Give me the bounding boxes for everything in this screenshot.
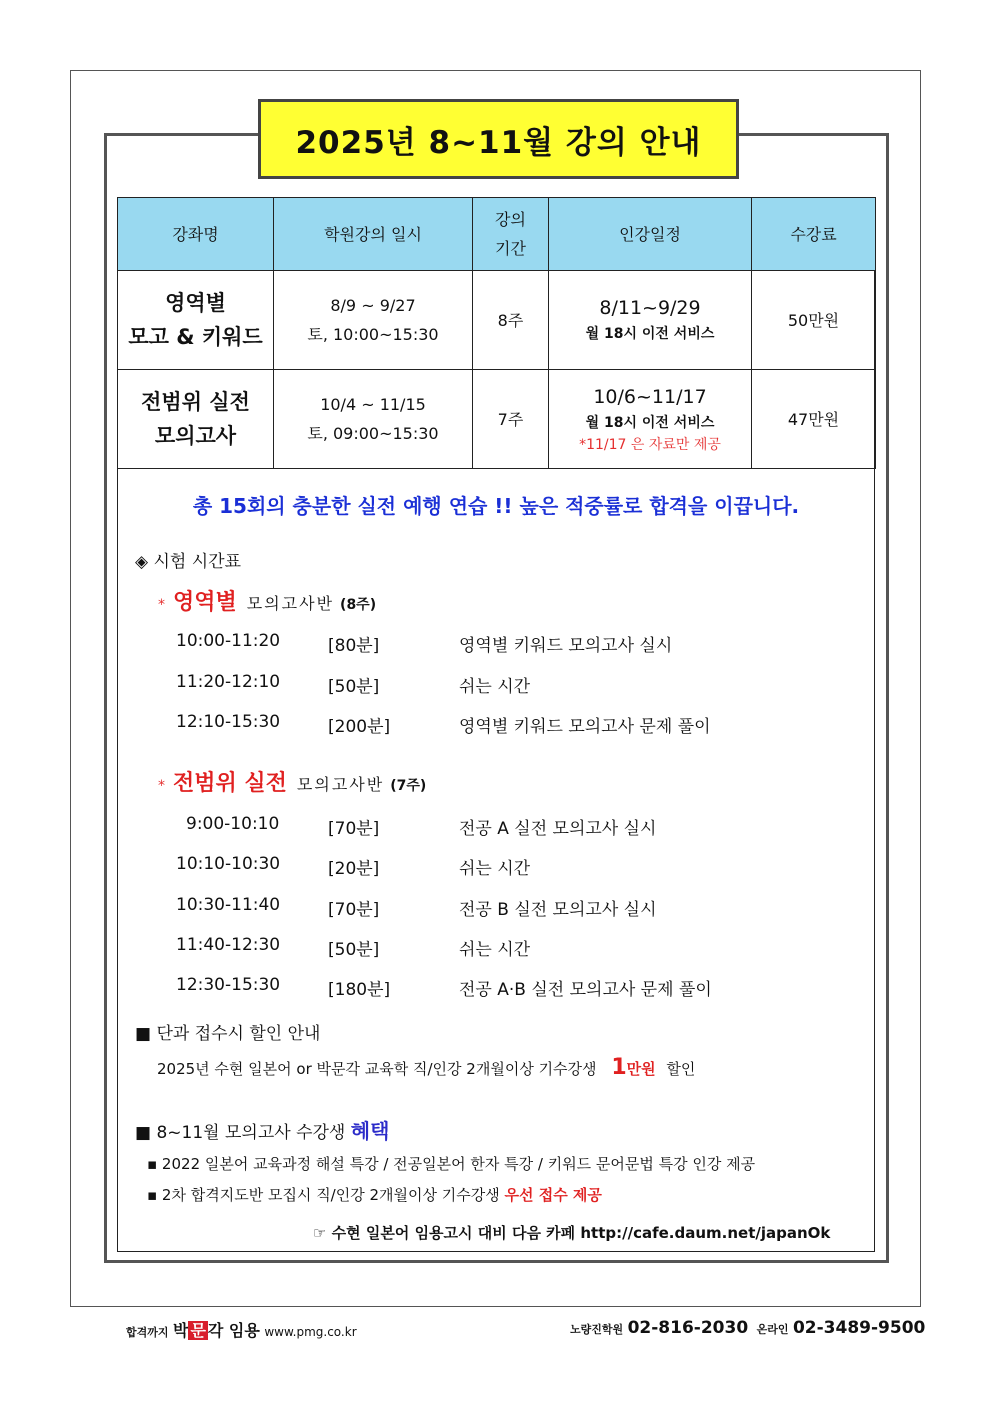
schedule-table: [117, 197, 876, 469]
lecture-name-cell: [118, 370, 274, 469]
benefit-highlight: 혜택: [350, 1119, 390, 1143]
discount-unit: 만원: [626, 1060, 656, 1078]
discount-suffix: 할인: [666, 1060, 696, 1078]
benefit-item-1: ▪ 2022 일본어 교육과정 해설 특강 / 전공일본어 한자 특강 / 키워드 문어문법 특강 인강 제공: [147, 1155, 756, 1173]
header-period: 강의 기간: [473, 198, 549, 271]
table-row: [118, 271, 876, 370]
activity: 전공 B 실전 모의고사 실시: [459, 900, 657, 920]
online-label: 온라인: [756, 1323, 789, 1336]
date-range: 10/4 ~ 11/15: [320, 395, 426, 414]
activity: 전공 A 실전 모의고사 실시: [459, 819, 657, 839]
time: 11:40-12:30: [176, 935, 281, 955]
header-academy-date: 학원강의 일시: [274, 198, 473, 271]
period-cell: 8주: [473, 271, 549, 370]
discount-heading: ■ 단과 접수시 할인 안내: [135, 1024, 321, 1044]
lecture-name-line1: 전범위 실전: [141, 390, 250, 414]
date-time: 토, 09:00~15:30: [307, 424, 439, 443]
benefit-item2-highlight: 우선 접수 제공: [504, 1186, 602, 1204]
duration: [70분]: [328, 819, 380, 839]
online-schedule-cell: [549, 271, 752, 370]
date-time: 토, 10:00~15:30: [307, 325, 439, 344]
activity: 전공 A·B 실전 모의고사 문제 풀이: [459, 980, 712, 1000]
date-range: 8/9 ~ 9/27: [330, 296, 416, 315]
duration: [50분]: [328, 677, 380, 697]
online-dates: 8/11~9/29: [599, 297, 701, 319]
duration: [50분]: [328, 940, 380, 960]
time: 10:30-11:40: [176, 895, 281, 915]
weeks-label: (7주): [390, 778, 427, 794]
section-name: 영역별: [173, 590, 237, 615]
fee-cell: 50만원: [752, 271, 876, 370]
slogan: 총 15회의 충분한 실전 예행 연습 !! 높은 적중률로 합격을 이끕니다.: [192, 494, 800, 518]
table-header-row: [118, 198, 876, 271]
online-red-note: *11/17 은 자료만 제공: [579, 437, 721, 453]
duration: [70분]: [328, 900, 380, 920]
page-title: 2025년 8~11월 강의 안내: [258, 99, 739, 179]
brand-part: 문: [190, 1321, 206, 1340]
header-online-schedule: 인강일정: [549, 198, 752, 271]
section-name: 전범위 실전: [173, 771, 287, 796]
brand-part: 박: [172, 1321, 189, 1340]
online-phone: 02-3489-9500: [792, 1318, 926, 1338]
time: 11:20-12:10: [176, 672, 281, 692]
star-mark: *: [158, 778, 165, 794]
campus-phone: 02-816-2030: [627, 1318, 749, 1338]
brand-logo: [173, 1321, 260, 1340]
benefit-item-2: [147, 1184, 602, 1205]
activity: 영역별 키워드 모의고사 실시: [459, 636, 673, 656]
online-service-note: 월 18시 이전 서비스: [585, 415, 715, 431]
section2-heading: [158, 766, 426, 797]
online-schedule-cell: [549, 370, 752, 469]
lecture-name-line1: 영역별: [165, 291, 226, 315]
star-mark: *: [158, 597, 165, 613]
duration: [200분]: [328, 717, 391, 737]
period-cell: 7주: [473, 370, 549, 469]
time: 12:10-15:30: [176, 712, 281, 732]
class-label: 모의고사반: [296, 775, 385, 794]
duration: [80분]: [328, 636, 380, 656]
duration: [20분]: [328, 859, 380, 879]
section1-heading: [158, 585, 376, 616]
benefit-heading-text: ■ 8~11월 모의고사 수강생: [135, 1123, 346, 1143]
tagline: 합격까지: [126, 1326, 169, 1339]
benefit-heading: [135, 1115, 389, 1144]
lecture-name-line2: 모의고사: [154, 424, 237, 448]
academy-date-cell: [274, 271, 473, 370]
time: 9:00-10:10: [186, 814, 280, 834]
cafe-link[interactable]: ☞ 수현 일본어 임용고시 대비 다음 카페 http://cafe.daum.net/japanOk: [313, 1224, 831, 1242]
discount-text: 2025년 수현 일본어 or 박문각 교육학 직/인강 2개월이상 기수강생: [157, 1060, 597, 1078]
table-row: [118, 370, 876, 469]
footer-brand: [126, 1318, 357, 1341]
time: 12:30-15:30: [176, 975, 281, 995]
class-label: 모의고사반: [246, 594, 335, 613]
header-lecture-name: 강좌명: [118, 198, 274, 271]
weeks-label: (8주): [340, 597, 377, 613]
campus-label: 노량진학원: [570, 1323, 624, 1336]
academy-date-cell: [274, 370, 473, 469]
activity: 영역별 키워드 모의고사 문제 풀이: [459, 717, 711, 737]
time: 10:10-10:30: [176, 854, 281, 874]
activity: 쉬는 시간: [459, 859, 531, 879]
time: 10:00-11:20: [176, 631, 281, 651]
online-service-note: 월 18시 이전 서비스: [585, 326, 715, 342]
timetable-heading: ◈ 시험 시간표: [135, 552, 241, 572]
discount-line: [157, 1055, 695, 1080]
header-fee: 수강료: [752, 198, 876, 271]
lecture-name-cell: [118, 271, 274, 370]
activity: 쉬는 시간: [459, 677, 531, 697]
duration: [180분]: [328, 980, 391, 1000]
lecture-name-line2: 모고 & 키워드: [128, 325, 263, 349]
footer-contacts: [570, 1318, 925, 1338]
brand-part: 각 임용: [207, 1321, 260, 1340]
footer-url[interactable]: www.pmg.co.kr: [264, 1325, 357, 1339]
fee-cell: 47만원: [752, 370, 876, 469]
online-dates: 10/6~11/17: [593, 386, 707, 408]
benefit-item2-text: ▪ 2차 합격지도반 모집시 직/인강 2개월이상 기수강생: [147, 1186, 500, 1204]
activity: 쉬는 시간: [459, 940, 531, 960]
discount-amount: 1: [611, 1055, 627, 1080]
